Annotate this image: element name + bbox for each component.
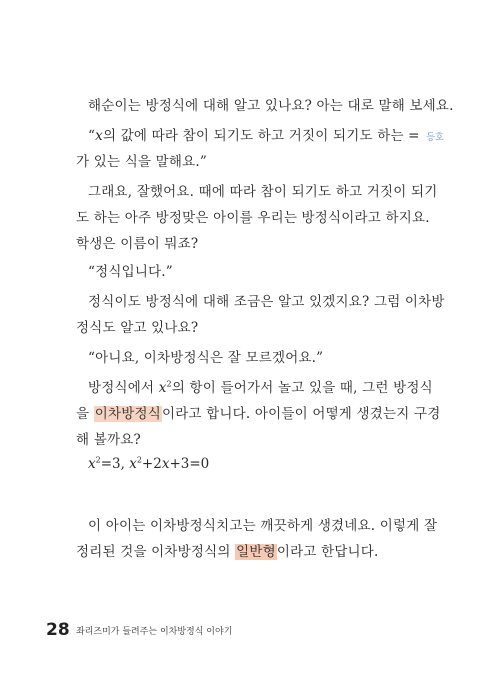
- paragraph-response-line1: 그래요, 잘했어요. 때에 따라 참이 되기도 하고 거짓이 되기: [88, 184, 438, 200]
- paragraph-question2-line2: 정식도 알고 있나요?: [76, 320, 199, 336]
- exponent: 2: [95, 455, 101, 465]
- page-number: 28: [46, 620, 70, 640]
- paragraph-answer-line2: 가 있는 식을 말해요.”: [76, 154, 207, 170]
- paragraph-definition-line3: 해 볼까요?: [76, 432, 141, 448]
- variable-x: x: [88, 456, 96, 472]
- definition-text: 이라고 합니다. 아이들이 어떻게 생겼는지 구경: [161, 406, 441, 422]
- paragraph-definition-line2: [76, 402, 440, 422]
- paragraph-answer-line1: [88, 124, 444, 144]
- paragraph-response-line3: 학생은 이름이 뭐죠?: [76, 236, 199, 252]
- definition-text: 의 항이 들어가서 놀고 있을 때, 그런 방정식: [171, 380, 433, 396]
- paragraph-general-form-line1: 이 아이는 이차방정식치고는 깨끗하게 생겼네요. 이렇게 잘: [88, 518, 438, 534]
- variable-x: x: [95, 128, 103, 144]
- formula-text: +3=0: [169, 456, 210, 472]
- paragraph-name: “정식입니다.”: [88, 264, 173, 280]
- highlight-general-form: 일반형: [236, 544, 276, 560]
- exponent: 2: [166, 379, 172, 389]
- formula-examples: [88, 456, 209, 472]
- paragraph-question2-line1: 정식이도 방정식에 대해 조금은 알고 있겠지요? 그럼 이차방: [88, 294, 445, 310]
- paragraph-question: 해순이는 방정식에 대해 알고 있나요? 아는 대로 말해 보세요.: [88, 98, 454, 114]
- variable-x: x: [161, 456, 170, 472]
- paragraph-definition-line1: [88, 376, 433, 396]
- formula-text: +2: [141, 456, 162, 472]
- running-footer-title: 좌리즈미가 들려주는 이차방정식 이야기: [76, 627, 233, 637]
- paragraph-response-line2: 도 하는 아주 방정맞은 아이를 우리는 방정식이라고 하지요.: [76, 210, 430, 226]
- paragraph-general-form-line2: [76, 540, 379, 560]
- definition-text: 을: [76, 406, 94, 422]
- highlight-quadratic-equation: 이차방정식: [94, 406, 161, 422]
- formula-text: =3,: [100, 456, 130, 472]
- general-form-text: 이라고 한답니다.: [276, 544, 379, 560]
- paragraph-reply: “아니요, 이차방정식은 잘 모르겠어요.”: [88, 350, 324, 366]
- quote-open: “: [88, 128, 96, 144]
- general-form-text: 정리된 것을 이차방정식의: [76, 544, 236, 560]
- footnote-equal-sign: 등호: [426, 133, 444, 143]
- variable-x: x: [129, 456, 137, 472]
- variable-x: x: [158, 380, 167, 396]
- answer-text: 의 값에 따라 참이 되기도 하고 거짓이 되기도 하는 =: [102, 128, 425, 144]
- definition-text: 방정식에서: [88, 380, 159, 396]
- exponent: 2: [136, 455, 142, 465]
